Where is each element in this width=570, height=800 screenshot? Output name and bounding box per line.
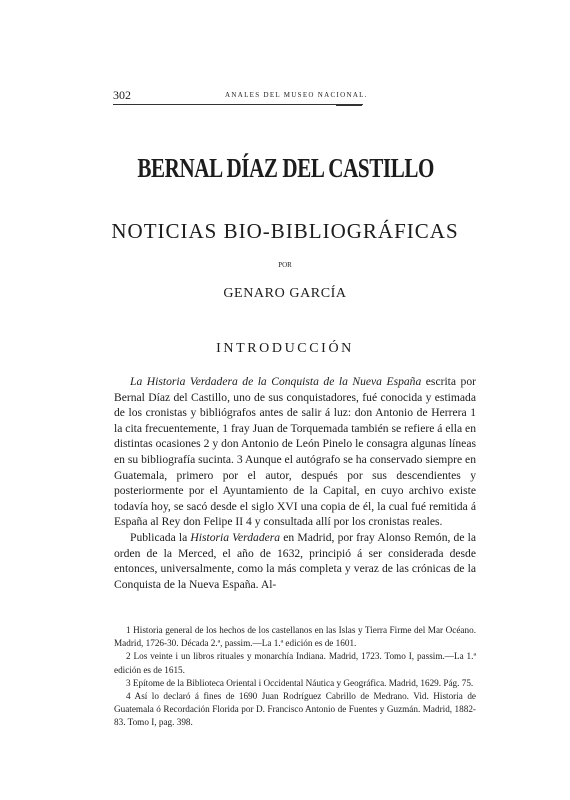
body-text [114, 374, 476, 592]
paragraph [114, 374, 476, 530]
document-subtitle: NOTICIAS BIO-BIBLIOGRÁFICAS [111, 219, 459, 243]
footnote: 3 Epítome de la Biblioteca Oriental i Occidental Náutica y Geográfica. Madrid, 1629. Pág. 75. [126, 677, 474, 688]
footnote: 1 Historia general de los hechos de los castellanos en las Islas y Tierra Firme del Mar Océano. Madrid, 1726-30. Década 2.ª, passim.—La 1.ª edición es de 1601. [114, 625, 476, 649]
page-header [113, 88, 473, 104]
footnotes [114, 624, 476, 730]
book-title-italic: Historia Verdadera [190, 530, 281, 544]
footnote: 2 Los veinte i un libros rituales y monarchía Indiana. Madrid, 1723. Tomo I, passim.—La 1.ª edición es de 1615. [114, 651, 476, 675]
header-rule [113, 104, 363, 105]
page-number: 302 [113, 88, 131, 102]
paragraph-text: escrita por Bernal Díaz del Castillo, uno de sus conquistadores, fué conocida y estimada de los cronistas y bibliógrafos antes de salir á luz: don Antonio de Herrera 1 la cita frecuentemente, 1 fray Juan de Torquemada también se refiere á ella en distintas ocasiones 2 y don Antonio de León Pinelo le consagra algunas líneas en su bibliografía sucinta. 3 Aunque el autógrafo se ha conservado siempre en Guatemala, primero por el autor, después por sus descendientes y posteriormente por el Ayuntamiento de la Capital, en cuyo archivo existe todavía hoy, se sacó desde el siglo XVI una copia de él, la cual fué remitida á España al Rey don Felipe II 4 y consultada allí por los cronistas reales. [114, 375, 476, 529]
paragraph-text: en Madrid, por fray Alonso Remón, de la orden de la Merced, el año de 1632, principió á ser considerada desde entonces, universalmente, como la más completa y veraz de las crónicas de la Conquista de la Nueva España. Al- [114, 530, 477, 591]
running-head: ANALES DEL MUSEO NACIONAL. [225, 91, 368, 99]
author-name: GENARO GARCÍA [223, 286, 347, 301]
footnote: 4 Así lo declaró á fines de 1690 Juan Rodríguez Cabrillo de Medrano. Vid. Historia de Guatemala ó Recordación Florida por D. Francisco Antonio de Fuentes y Guzmán. Madrid, 1882-83. Tomo I, pag. 398. [114, 691, 476, 728]
book-title-italic: La Historia Verdadera de la Conquista de la Nueva España [130, 375, 422, 388]
byline-prefix: POR [278, 261, 292, 269]
paragraph-text: Publicada la [130, 530, 188, 544]
header-rule-accent [336, 104, 362, 106]
section-heading: INTRODUCCIÓN [216, 341, 354, 356]
document-title: BERNAL DÍAZ DEL CASTILLO [137, 153, 435, 183]
paragraph [114, 530, 476, 592]
